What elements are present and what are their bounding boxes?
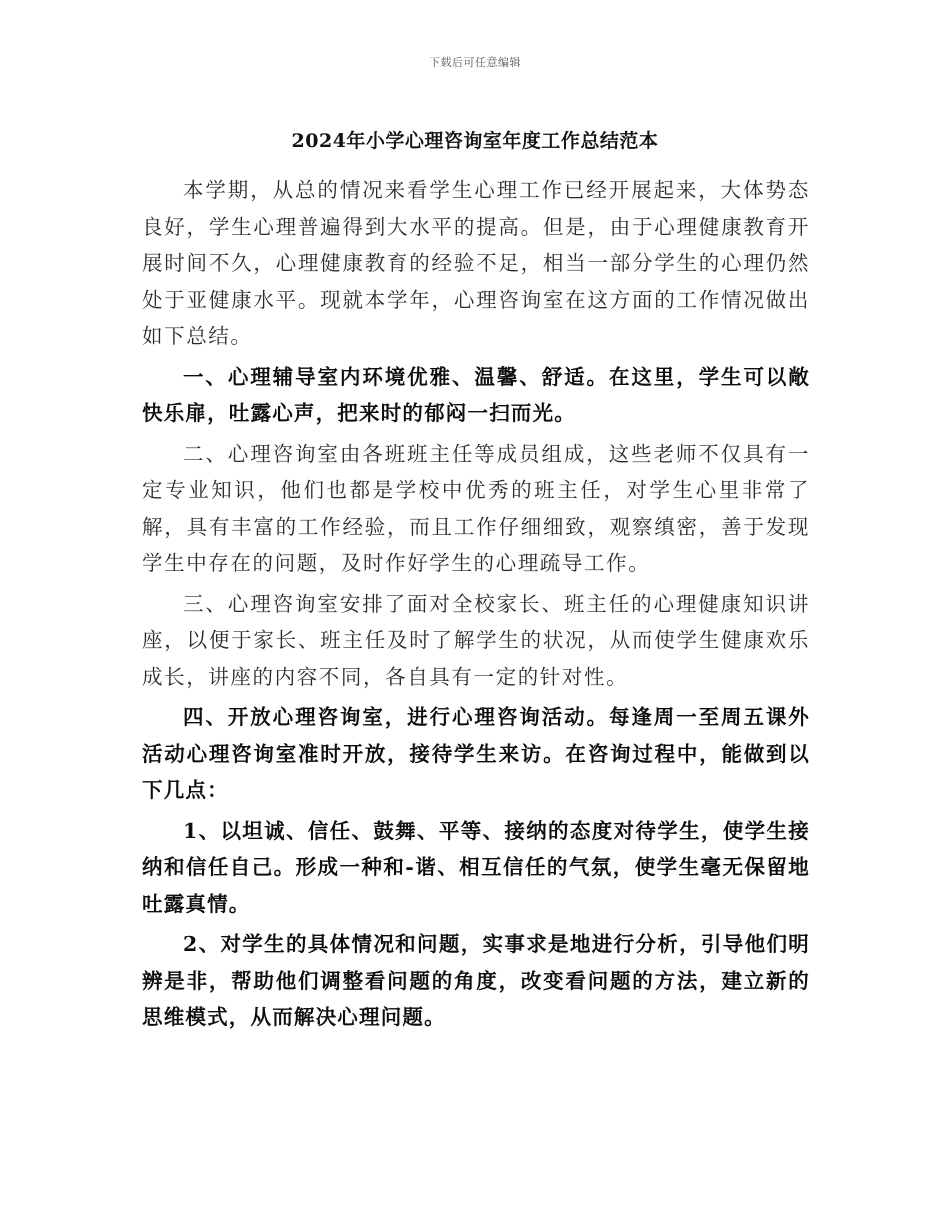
document-body xyxy=(142,172,810,1040)
document-title: 2024年小学心理咨询室年度工作总结范本 xyxy=(291,130,659,152)
paragraph-point-1: 1、以坦诚、信任、鼓舞、平等、接纳的态度对待学生，使学生接纳和信任自己。形成一种和-谐、相互信任的气氛，使学生毫无保留地吐露真情。 xyxy=(142,818,810,916)
paragraph-section-2: 二、心理咨询室由各班班主任等成员组成，这些老师不仅具有一定专业知识，他们也都是学校中优秀的班主任，对学生心里非常了解，具有丰富的工作经验，而且工作仔细细致，观察缜密，善于发现学生中存在的问题，及时作好学生的心理疏导工作。 xyxy=(142,441,810,575)
paragraph-section-3: 三、心理咨询室安排了面对全校家长、班主任的心理健康知识讲座，以便于家长、班主任及时了解学生的状况，从而使学生健康欢乐成长，讲座的内容不同，各自具有一定的针对性。 xyxy=(142,591,810,689)
paragraph-section-4: 四、开放心理咨询室，进行心理咨询活动。每逢周一至周五课外活动心理咨询室准时开放，接待学生来访。在咨询过程中，能做到以下几点： xyxy=(142,705,810,802)
paragraph-point-2: 2、对学生的具体情况和问题，实事求是地进行分析，引导他们明辨是非，帮助他们调整看问题的角度，改变看问题的方法，建立新的思维模式，从而解决心理问题。 xyxy=(142,932,810,1029)
header-note: 下载后可任意编辑 xyxy=(429,56,521,69)
paragraph-section-1: 一、心理辅导室内环境优雅、温馨、舒适。在这里，学生可以敞快乐扉，吐露心声，把来时的郁闷一扫而光。 xyxy=(142,364,810,425)
paragraph-intro: 本学期，从总的情况来看学生心理工作已经开展起来，大体势态良好，学生心理普遍得到大水平的提高。但是，由于心理健康教育开展时间不久，心理健康教育的经验不足，相当一部分学生的心理仍然处于亚健康水平。现就本学年，心理咨询室在这方面的工作情况做出如下总结。 xyxy=(142,178,810,348)
